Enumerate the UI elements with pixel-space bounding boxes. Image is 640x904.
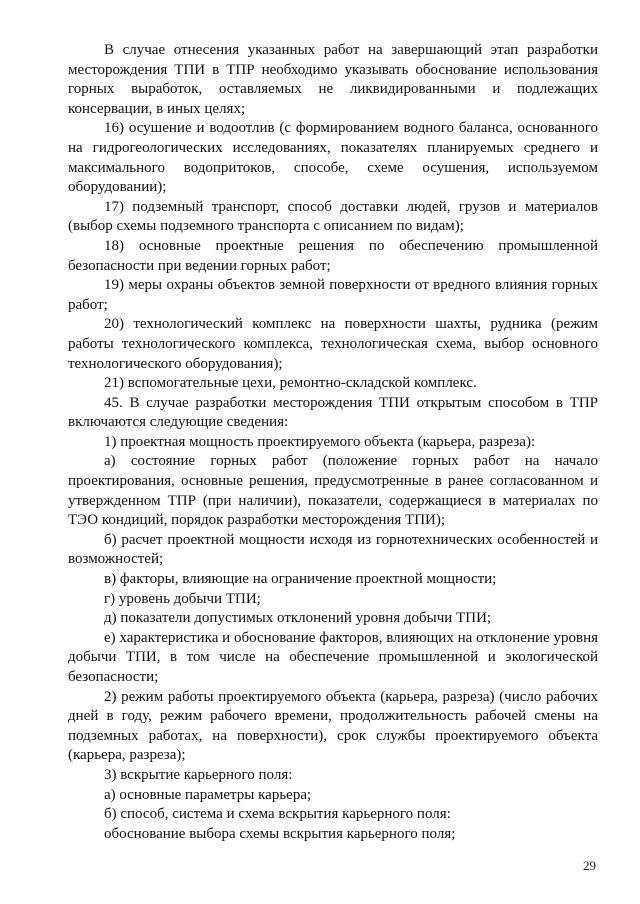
paragraph-subitem-e-deviation-factors: е) характеристика и обоснование факторов, влияющих на отклонение уровня добычи ТПИ, в том числе на обеспечение промышленной и экологической безопасности; — [68, 629, 598, 685]
paragraph-subitem-a-mining-state: а) состояние горных работ (положение горных работ на начало проектирования, основные решения, предусмотренные в ранее согласованном и утвержденном ТПР (при наличии), показатели, содержащиеся в материалах по ТЭО кондиций, порядок разработки месторождения ТПИ); — [68, 453, 598, 529]
paragraph-item-3-pit-opening: 3) вскрытие карьерного поля: — [104, 766, 293, 783]
page-number: 29 — [583, 858, 596, 873]
paragraph-item-17-underground-transport: 17) подземный транспорт, способ доставки людей, грузов и материалов (выбор схемы подземного транспорта с описанием по видам); — [68, 198, 598, 235]
document-body — [68, 41, 598, 844]
paragraph-section-45: 45. В случае разработки месторождения ТПИ открытым способом в ТПР включаются следующие сведения: — [68, 394, 598, 431]
paragraph-item-21-auxiliary-shops: 21) вспомогательные цехи, ремонтно-складской комплекс. — [104, 375, 477, 392]
paragraph-item-20-technological-complex: 20) технологический комплекс на поверхности шахты, рудника (режим работы технологического комплекса, технологическая схема, выбор основного технологического оборудования); — [68, 316, 598, 372]
paragraph-item-16-drainage: 16) осушение и водоотлив (с формированием водного баланса, основанного на гидрогеологических исследованиях, показателях планируемых среднего и максимального водопритоков, способе, схеме осушения, используемом оборудовании); — [68, 120, 598, 196]
paragraph-item-18-safety-solutions: 18) основные проектные решения по обеспечению промышленной безопасности при ведении горных работ; — [68, 237, 598, 274]
paragraph-subitem-b-capacity-calculation: б) расчет проектной мощности исходя из горнотехнических особенностей и возможностей; — [68, 531, 598, 568]
paragraph-subitem-a-pit-parameters: а) основные параметры карьера; — [104, 786, 312, 803]
paragraph-item-2-operating-mode: 2) режим работы проектируемого объекта (карьера, разреза) (число рабочих дней в году, режим рабочего времени, продолжительность рабочей смены на подземных работах, на поверхности), срок службы проектируемого объекта (карьера, разреза); — [68, 688, 598, 764]
paragraph-subitem-g-production-level: г) уровень добычи ТПИ; — [104, 590, 261, 607]
paragraph-opening-scheme-justification: обоснование выбора схемы вскрытия карьерного поля; — [104, 825, 456, 842]
paragraph-previous-stage-justification: В случае отнесения указанных работ на завершающий этап разработки месторождения ТПИ в ТПР необходимо указывать обоснование использования горных выработок, оставляемых не ликвидированными и подлежащих консервации, в иных целях; — [68, 42, 598, 117]
paragraph-item-19-surface-protection: 19) меры охраны объектов земной поверхности от вредного влияния горных работ; — [68, 277, 598, 313]
paragraph-subitem-b-opening-scheme: б) способ, система и схема вскрытия карьерного поля: — [104, 806, 451, 823]
paragraph-item-1-design-capacity: 1) проектная мощность проектируемого объекта (карьера, разреза): — [104, 433, 536, 450]
paragraph-subitem-v-limiting-factors: в) факторы, влияющие на ограничение проектной мощности; — [104, 571, 497, 588]
paragraph-subitem-d-allowed-deviations: д) показатели допустимых отклонений уровня добычи ТПИ; — [104, 610, 492, 627]
